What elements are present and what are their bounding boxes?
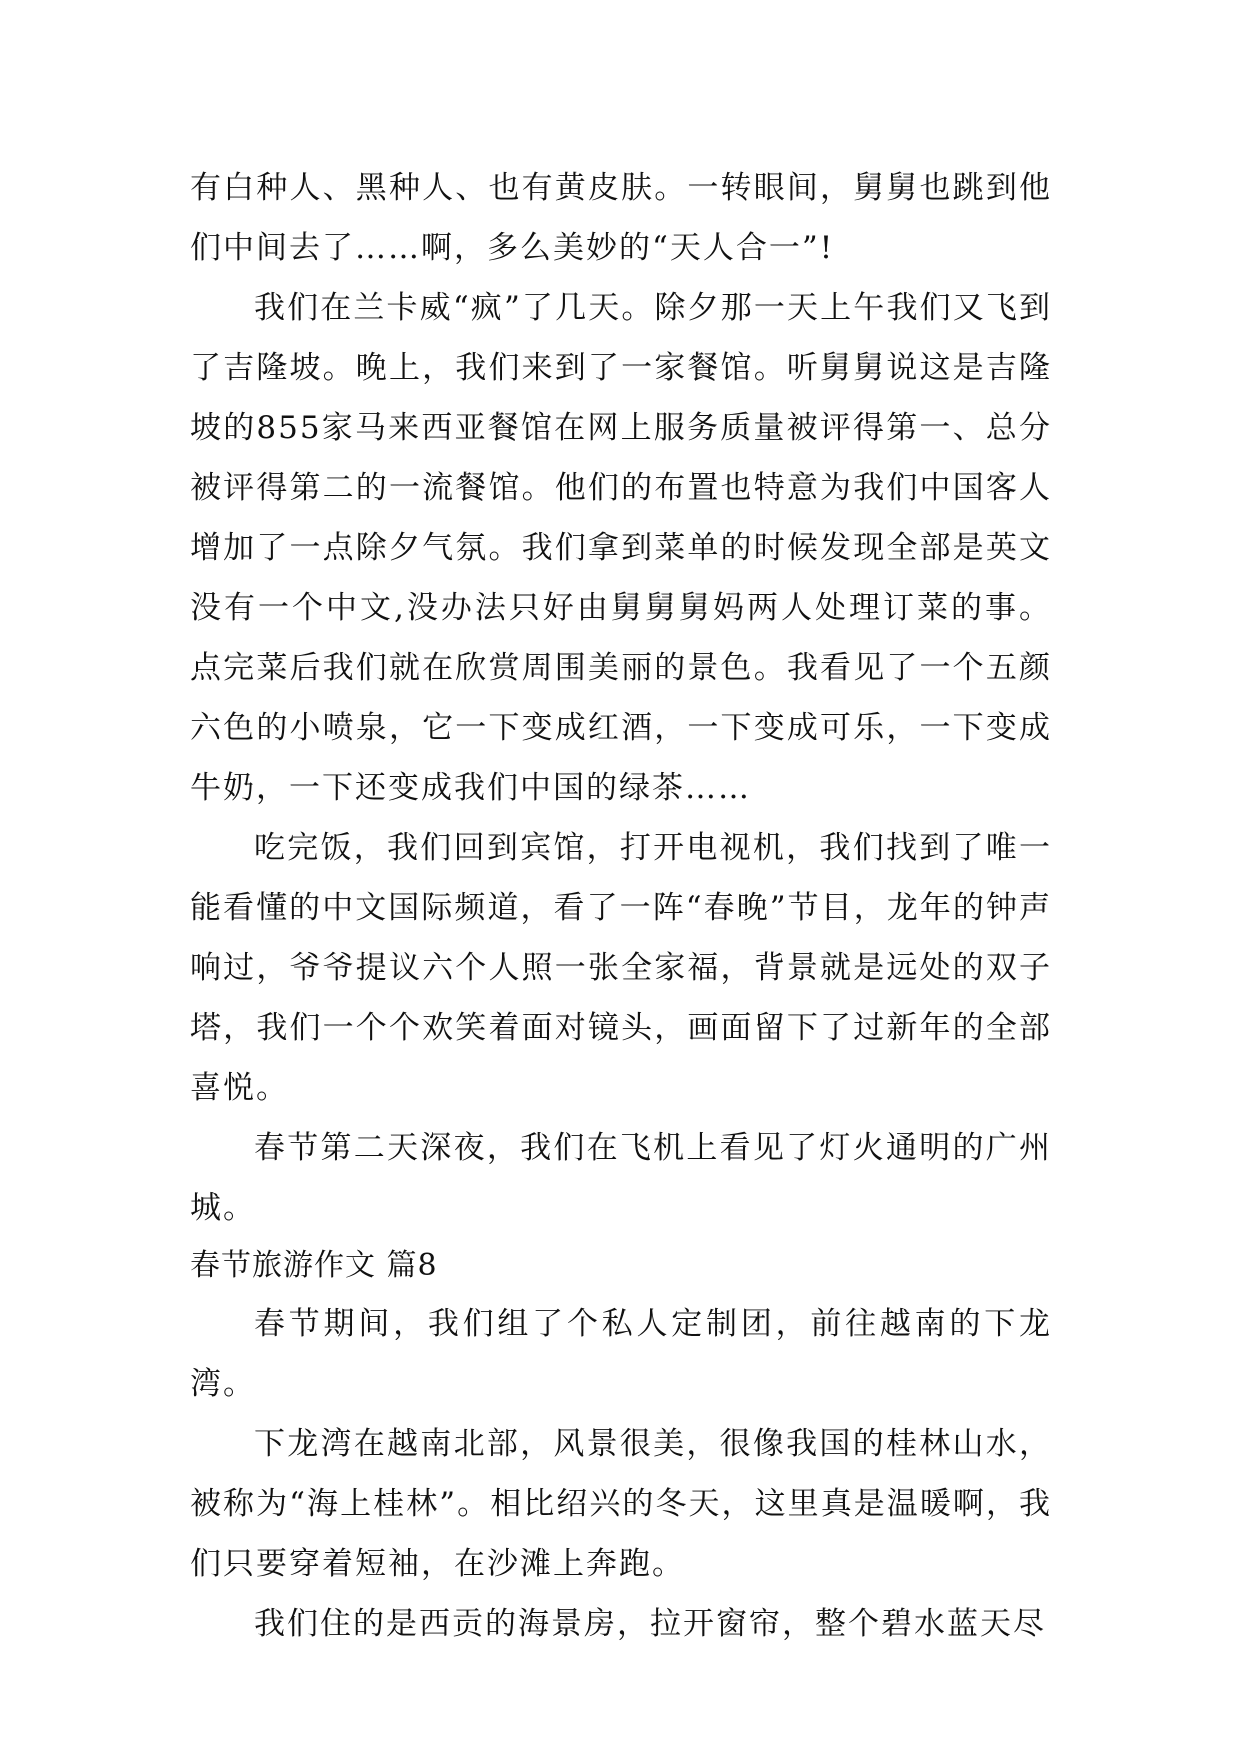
document-body (190, 158, 1052, 1654)
paragraph-guangzhou-return: 春节第二天深夜，我们在飞机上看见了灯火通明的广州城。 (190, 1130, 1052, 1226)
paragraph-private-tour: 春节期间，我们组了个私人定制团，前往越南的下龙湾。 (190, 1306, 1052, 1402)
paragraph-sea-view-room: 我们住的是西贡的海景房，拉开窗帘，整个碧水蓝天尽 (254, 1606, 1046, 1642)
paragraph-continued: 有白种人、黑种人、也有黄皮肤。一转眼间，舅舅也跳到他们中间去了……啊，多么美妙的“天人合一”! (190, 170, 1052, 266)
paragraph-halong-bay: 下龙湾在越南北部，风景很美，很像我国的桂林山水，被称为“海上桂林”。相比绍兴的冬天，这里真是温暖啊，我们只要穿着短袖，在沙滩上奔跑。 (190, 1426, 1052, 1582)
paragraph-spring-festival-gala: 吃完饭，我们回到宾馆，打开电视机，我们找到了唯一能看懂的中文国际频道，看了一阵“春晚”节目，龙年的钟声响过，爷爷提议六个人照一张全家福，背景就是远处的双子塔，我们一个个欢笑着面对镜头，画面留下了过新年的全部喜悦。 (190, 830, 1052, 1106)
paragraph-langkawi-kuala-lumpur: 我们在兰卡威“疯”了几天。除夕那一天上午我们又飞到了吉隆坡。晚上，我们来到了一家餐馆。听舅舅说这是吉隆坡的855家马来西亚餐馆在网上服务质量被评得第一、总分被评得第二的一流餐馆。他们的布置也特意为我们中国客人增加了一点除夕气氛。我们拿到菜单的时候发现全部是英文没有一个中文,没办法只好由舅舅舅妈两人处理订菜的事。点完菜后我们就在欣赏周围美丽的景色。我看见了一个五颜六色的小喷泉，它一下变成红酒，一下变成可乐，一下变成牛奶，一下还变成我们中国的绿茶…… (190, 290, 1052, 806)
section-heading: 春节旅游作文 篇8 (190, 1248, 438, 1283)
